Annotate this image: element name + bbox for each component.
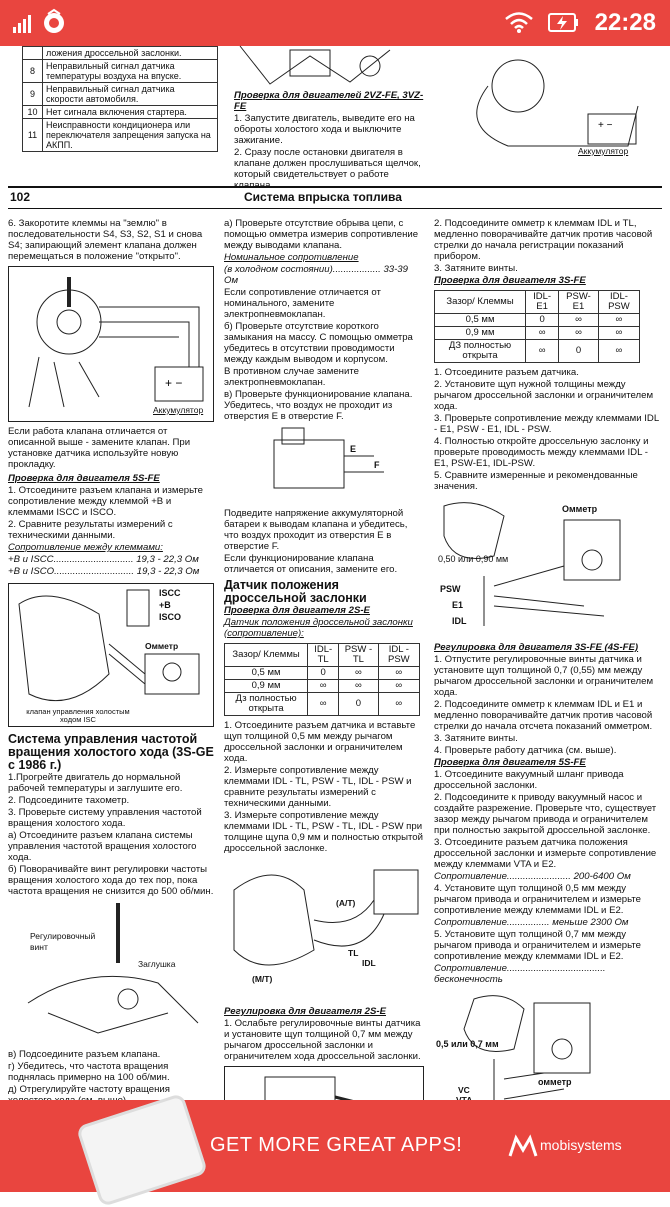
table-row: 9 Неправильный сигнал датчика скорости автомобиля.: [23, 83, 218, 106]
column-2: а) Проверьте отсутствие обрыва цепи, с помощью омметра измерив сопротивление между выводами клапана. Номинальное сопротивление (в холодном состоянии).................. 33-39 Ом Если сопротивление отличается от номинального, замените электропневмоклапан. б) Проверьте отсутствие короткого замыкания на массу. С помощью омметра убедитесь в отсутствии проводимости между каждым выводом и корпусом. В противном случае замените электропневмоклапан. в) Проверьте функционирование клапана. Убедитесь, что воздух не проходит из отверстия E в отверстие F. E F Подведите напряжение аккумуляторной батареи к выводам клапана и убедитесь, что воздух проходит из отверстия E в отверстие F. Если функционирование клапана отличается от описания, замените его. Датчик положения дроссельной заслонки Проверка для двигателя 2S-E Датчик положения дроссельной заслонки (сопротивление): Зазор/ Клеммы IDL-TL PSW - TL IDL - PSW 0,5 мм 0 ∞ ∞ 0,9 мм ∞ ∞ ∞ Дз полностью открыта ∞ 0 ∞ 1. Отсоедините разъем датчика и вставьте щуп толщиной 0,5 мм между рычагом дроссельной заслонки и ограничителем хода. 2. Измерьте сопротивление между клеммами IDL - TL, PSW - TL, IDL - PSW и сравните результаты измерений с техническими данными. 3. Измерьте сопротивление между клеммами IDL - TL, PSW - TL, IDL - PSW при толщине щупа 0,9 мм и полностью открытой дроссельной заслонке. (A/T) (M/T) TL IDL Регулировка для двигателя 2S-E 1. Ослабьте регулировочные винты датчика и установите щуп толщиной 0,7 мм между рычагом дроссельной заслонки и ограничителем хода дроссельной заслонки.: [224, 218, 424, 1140]
header-rule: [8, 186, 662, 188]
document-page[interactable]: [0, 46, 670, 1100]
table-row: 0,9 мм ∞ ∞ ∞: [225, 680, 420, 693]
table-row: 0,9 мм ∞ ∞ ∞: [435, 327, 640, 340]
status-bar: [0, 0, 670, 46]
ad-banner[interactable]: [0, 1100, 670, 1192]
signal-icon: [12, 12, 34, 34]
sensor-table-2se: Зазор/ Клеммы IDL-TL PSW - TL IDL - PSW 0,5 мм 0 ∞ ∞ 0,9 мм ∞ ∞ ∞ Дз полностью открыта ∞ 0 ∞: [224, 643, 420, 716]
table-row: 11 Неисправности кондиционера или переключателя запрещения запуска на АКПП.: [23, 119, 218, 152]
throttle-sensor-figure: (A/T) (M/T) TL IDL: [224, 860, 424, 1000]
column-3: 2. Подсоедините омметр к клеммам IDL и TL, медленно поворачивайте датчик против часовой стрелки до начала регистрации показаний прибором. 3. Затяните винты. Проверка для двигателя 3S-FE Зазор/ Клеммы IDL-E1 PSW-E1 IDL-PSW 0,5 мм 0 ∞ ∞ 0,9 мм ∞ ∞ ∞ ДЗ полностью открыта ∞ 0 ∞ 1. Отсоедините разъем датчика. 2. Установите щуп нужной толщины между рычагом дроссельной заслонки и ограничителем хода. 3. Проверьте сопротивление между клеммами IDL - E1, PSW - E1, IDL - PSW. 4. Полностью откройте дроссельную заслонку и проверьте проводимость между клеммами IDL -E1, PSW-E1, IDL-PSW. 5. Сравните измеренные и рекомендованные значения. Омметр 0,50 или 0,90 мм PSW E1 IDL Регулировка для двигателя 3S-FE (4S-FE) 1. Отпустите регулировочные винты датчика и установите щуп толщиной 0,7 (0,55) мм между рычагом дроссельной заслонки и ограничителем хода. 2. Подсоедините омметр к клеммам IDL и E1 и медленно поворачивайте датчик против часовой стрелки до начала отсчета показаний омметром. 3. Затяните винты. 4. Проверьте работу датчика (см. выше). Проверка для двигателя 5S-FE 1. Отсоедините вакуумный шланг привода дроссельной заслонки. 2. Подсоедините к приводу вакуумный насос и создайте разрежение. Проверьте что, существует зазор между рычагом привода и ограничителем при полностью закрытой дроссельной заслонке. 3. Отсоедините разъем датчика положения дроссельной заслонки и измерьте сопротивление между клеммами VTA и E2. Сопротивление........................ 200-6400 Ом 4. Установите щуп толщиной 0,5 мм между рычагом привода и ограничителем и измерьте сопротивление между клеммами IDL и E2. Сопротивление................ меньше 2300 Ом 5. Установите щуп толщиной 0,7 мм между рычагом привода и ограничителем и измерьте сопротивление между клеммами IDL и E2. Сопротивление..................................... бесконечность 0,5 или 0,7 мм омметр VC: [434, 218, 662, 1133]
table-row: ДЗ полностью открыта ∞ 0 ∞: [435, 340, 640, 363]
table-row: Дз полностью открыта ∞ 0 ∞: [225, 693, 420, 716]
sensor-table-3sfe: Зазор/ Клеммы IDL-E1 PSW-E1 IDL-PSW 0,5 мм 0 ∞ ∞ 0,9 мм ∞ ∞ ∞ ДЗ полностью открыта ∞ 0 ∞: [434, 290, 640, 363]
svg-text:+ −: + −: [598, 120, 613, 131]
wifi-icon: [504, 11, 534, 33]
table-row: ложения дроссельной заслонки.: [23, 47, 218, 60]
ohmmeter-figure-3sfe: Омметр 0,50 или 0,90 мм PSW E1 IDL: [434, 496, 662, 638]
header-rule-2: [8, 208, 662, 209]
top-figure: [230, 46, 426, 90]
idle-screw-figure: Регулировочный винт Заглушка: [8, 903, 214, 1043]
table-row: 0,5 мм 0 ∞ ∞: [435, 314, 640, 327]
table-row: 0,5 мм 0 ∞ ∞: [225, 667, 420, 680]
page-title: Система впрыска топлива: [244, 190, 402, 204]
valve-figure: + − Аккумулятор: [8, 266, 214, 422]
phone-image: [76, 1093, 208, 1207]
banner-brand: mobisystems: [540, 1137, 622, 1153]
top-right-figure: + − Аккумулятор: [448, 46, 658, 158]
isc-valve-figure: ISCC +B ISCO Омметр клапан управления холостым ходом ISC: [8, 583, 214, 727]
svg-text:+ −: + −: [165, 376, 183, 390]
battery-charging-icon: [548, 13, 580, 33]
fault-table: [22, 46, 218, 152]
app-notification-icon: [40, 8, 68, 36]
mobisystems-logo-icon: [508, 1134, 538, 1158]
clock: 22:28: [594, 9, 656, 36]
ohmmeter-figure-5sfe: 0,5 или 0,7 мм омметр VC: [434, 989, 662, 1129]
banner-text: GET MORE GREAT APPS!: [210, 1134, 463, 1156]
vsv-figure: E F: [224, 426, 424, 504]
page-number: 102: [10, 190, 31, 204]
column-1: 6. Закоротите клеммы на "землю" в последовательности S4, S3, S2, S1 и снова S4; запирающий элемент клапана должен перемещаться в положение "открыто". + − Аккумулятор Если работа клапана отличается от описанной выше - замените клапан. При установке датчика используйте новую прокладку. Проверка для двигателя 5S-FE 1. Отсоедините разъем клапана и измерьте сопротивление между клеммой +B и клеммами ISCC и ISCO. 2. Сравните результаты измерений с техническими данными. Сопротивление между клеммами: +B и ISCC.............................. 19,3 - 22,3 Ом +B и ISCO.............................. 19,3 - 22,3 Ом ISCC +B ISCO Омметр клапан управления холостым ходом ISC Система управления частотой вращения холостого хода (3S-GE с 1986 г.) 1.Прогрейте двигатель до нормальной рабочей температуры и заглушите его. 2. Подсоедините тахометр. 3. Проверьте систему управления частотой вращения холостого хода. а) Отсоедините разъем клапана системы управления частотой вращения холостого хода. б) Поворачивайте винт регулировки частоты вращения холостого хода до тех пор, пока частота вращения не снизится до 500 об/мин. Регулировочный винт Заглушка в) Подсоедините разъем клапана. г) Убедитесь, что частота вращения поднялась примерно на 100 об/мин. д) Отрегулируйте частоту вращения: [8, 218, 214, 1095]
table-row: 10 Нет сигнала включения стартера.: [23, 106, 218, 119]
table-row: 8 Неправильный сигнал датчика температуры воздуха на впуске.: [23, 60, 218, 83]
top-mid-text: Проверка для двигателей 2VZ-FE, 3VZ-FE 1. Запустите двигатель, выведите его на обороты холостого хода и выключите зажигание. 2. Сразу после остановки двигателя в клапане должен прослушиваться щелчок, который свидетельствует о работе клапана.: [234, 90, 424, 191]
